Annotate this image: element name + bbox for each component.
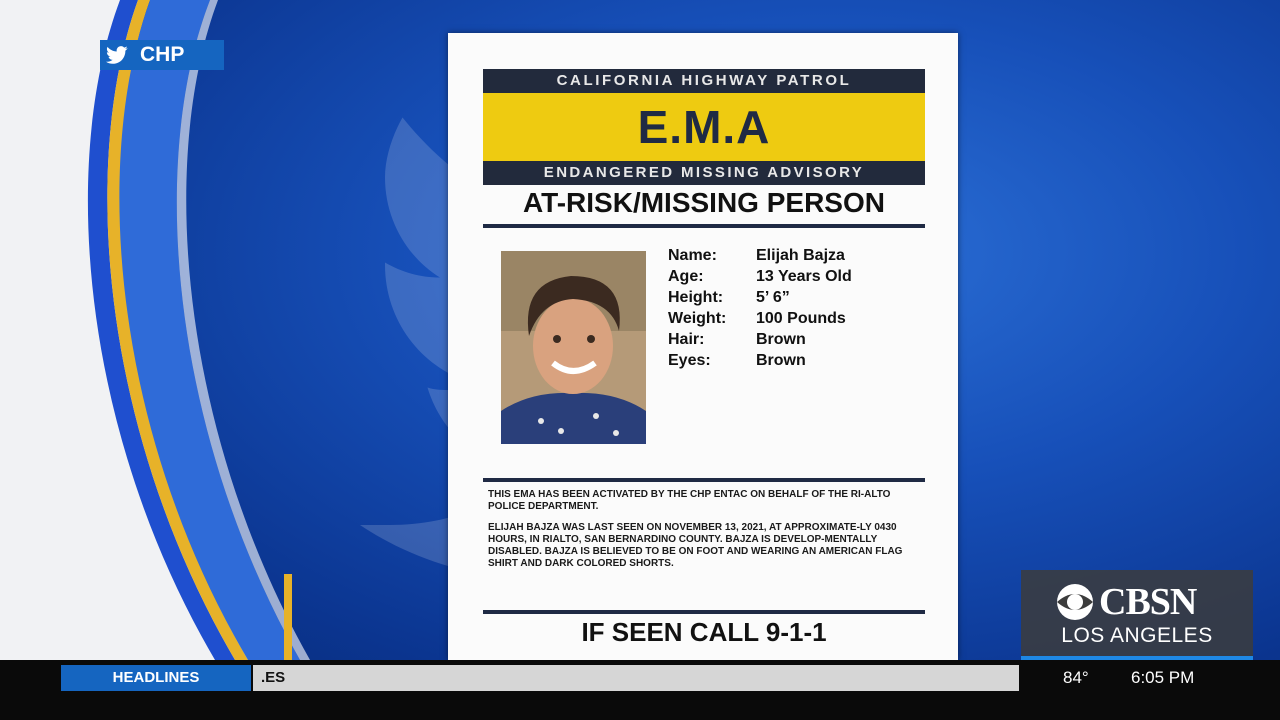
network-brand: CBSN [1099,581,1197,623]
cbsn-logo [1055,580,1196,624]
source-label: CHP [140,43,185,66]
detail-row-age: Age: 13 Years Old [668,268,852,285]
alert-code: E.M.A [483,93,925,161]
missing-person-poster [448,33,958,660]
network-bug [1021,570,1253,660]
advisory-description [488,489,924,579]
clock: 6:05 PM [1131,668,1195,687]
ticker-section-label: HEADLINES [61,665,251,691]
call-to-action: IF SEEN CALL 9-1-1 [581,617,827,647]
agency-banner: CALIFORNIA HIGHWAY PATROL [483,69,925,93]
divider [483,478,925,482]
temperature: 84° [1063,668,1089,687]
person-photo [501,251,646,444]
person-details [668,245,852,371]
detail-row-hair: Hair: Brown [668,331,806,348]
advisory-paragraph: THIS EMA HAS BEEN ACTIVATED BY THE CHP ENTAC ON BEHALF OF THE RI-ALTO POLICE DEPARTMENT. [488,489,891,512]
network-city: LOS ANGELES [1061,624,1213,647]
source-tag [100,40,224,70]
detail-row-weight: Weight: 100 Pounds [668,310,846,327]
left-decorative-arc [0,0,330,660]
divider [483,610,925,614]
ticker-crawl: .ES [253,665,1019,691]
divider [483,224,925,228]
cbs-eye-icon [1055,582,1095,622]
detail-row-name: Name: Elijah Bajza [668,247,845,264]
twitter-bird-icon [100,40,134,70]
detail-row-height: Height: 5’ 6” [668,289,790,306]
detail-row-eyes: Eyes: Brown [668,352,806,369]
news-ticker [0,660,1280,720]
decorative-bar [284,574,292,660]
advisory-paragraph: ELIJAH BAJZA WAS LAST SEEN ON NOVEMBER 13, 2021, AT APPROXIMATE-LY 0430 HOURS, IN RIALTO, SAN BERNARDINO COUNTY. BAJZA IS DEVELOP-MENTALLY DISABLED. BAJZA IS BELIEVED TO BE ON FOOT AND WEARING AN AMERICAN FLAG SHIRT AND DARK COLORED SHORTS. [488,522,903,569]
poster-headline: AT-RISK/MISSING PERSON [523,187,885,218]
alert-name-banner: ENDANGERED MISSING ADVISORY [483,161,925,185]
